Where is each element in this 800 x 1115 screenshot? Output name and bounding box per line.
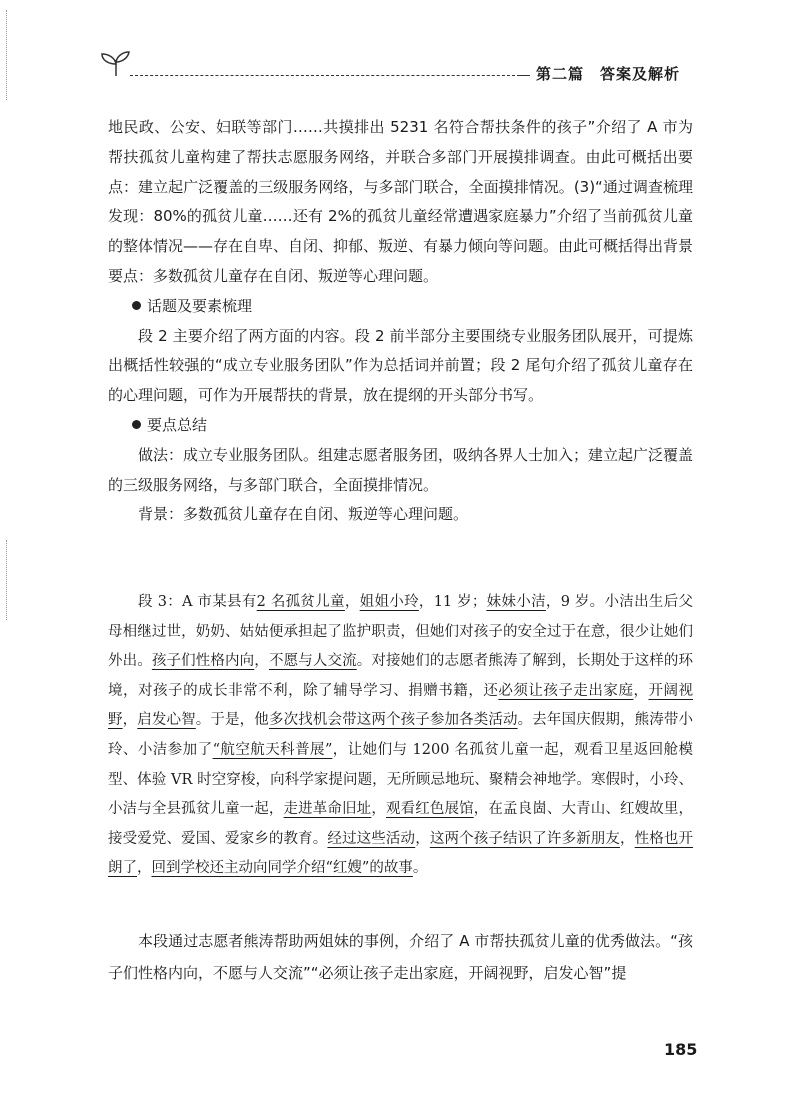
text-run: 。 <box>412 860 428 877</box>
paragraph: 做法：成立专业服务团队。组建志愿者服务团，吸纳各界人士加入；建立起广泛覆盖的三级服务网络，与多部门联合，全面摸排情况。 <box>108 445 694 494</box>
paragraph: 段 2 主要介绍了两方面的内容。段 2 前半部分主要围绕专业服务团队展开，可提炼出概括性较强的“成立专业服务团队”作为总括词并前置；段 2 尾句介绍了孤贫儿童存在的心理问题，可作为开展帮扶的背景，放在提纲的开头部分书写。 <box>108 326 693 405</box>
text-run: ， <box>620 830 635 847</box>
paragraph: 地民政、公安、妇联等部门……共摸排出 5231 名符合帮扶条件的孩子”介绍了 A 市为帮扶孤贫儿童构建了帮扶志愿服务网络，并联合多部门开展摸排调查。由此可概括出要点：建立起广泛覆盖的三级服务网络，与多部门联合，全面摸排情况。(3)“通过调查梳理发现：80%的孤贫儿童……还有 2%的孤贫儿童经常遭遇家庭暴力”介绍了当前孤贫儿童的整体情况——存在自卑、自闭、抑郁、叛逆、有暴力倾向等问题。由此可概括得出背景要点：多数孤贫儿童存在自闭、叛逆等心理问题。 <box>108 118 694 285</box>
underlined-phrase: “航空航天科普展” <box>212 741 333 758</box>
text-run: ， <box>254 653 269 670</box>
underlined-phrase: 启发心智 <box>137 712 196 729</box>
underlined-phrase: 开阔视野 <box>108 682 694 729</box>
underlined-phrase: 不愿与人交流 <box>268 653 357 670</box>
underlined-phrase: 经过这些活动 <box>327 830 416 847</box>
underlined-phrase: 姐姐小玲 <box>359 594 419 610</box>
text-run: 。对接她们的志愿者熊涛了解到，长期处于这样的环境，对孩子的成长非常不利，除了辅导学习、捐赠书籍，还 <box>108 653 694 699</box>
material-excerpt <box>108 588 693 884</box>
answer-block <box>108 113 693 530</box>
text-run: ，11 岁； <box>418 594 487 610</box>
subheading <box>108 292 693 322</box>
underlined-phrase: 2 名孤贫儿童 <box>256 594 345 610</box>
header-rule <box>130 75 520 76</box>
analysis-paragraph: 本段通过志愿者熊涛帮助两姐妹的事例，介绍了 A 市帮扶孤贫儿童的优秀做法。“孩子们性格内向，不愿与人交流”“必须让孩子走出家庭，开阔视野，启发心智”提 <box>108 932 693 982</box>
text-run: 。于是，他 <box>195 712 269 729</box>
text-run: ， <box>371 801 386 818</box>
page-number: 185 <box>664 1040 698 1059</box>
binding-edge-dots <box>6 540 9 620</box>
subheading-text: 要点总结 <box>147 415 208 434</box>
sprout-icon <box>98 50 134 78</box>
bullet-icon <box>132 420 141 429</box>
text-run: ，让她们与 1200 名孤贫儿童一起，观看卫星返回舱模型、体验 VR 时空穿梭，向科学家提问题，无所顾忌地玩、聚精会神地学。寒假时，小玲、小洁与全县孤贫儿童一起， <box>108 741 694 818</box>
underlined-phrase: 多次找机会带这两个孩子参加各类活动 <box>268 712 518 729</box>
underlined-phrase: 回到学校还主动向同学介绍“红嫂”的故事 <box>151 860 413 877</box>
header-rule <box>520 75 530 76</box>
subheading-text: 话题及要素梳理 <box>147 296 253 315</box>
underlined-phrase: 这两个孩子结识了许多新朋友 <box>429 830 621 847</box>
text-run: ， <box>415 830 430 847</box>
text-run: ，9 岁。小洁出生后父母相继过世，奶奶、姑姑便承担起了监护职责，但她们对孩子的安全过于在意，很少让她们外出。 <box>108 594 693 670</box>
underlined-phrase: 妹妹小洁 <box>486 594 546 610</box>
text-run: ，在孟良崮、大青山、红嫂故里，接受爱党、爱国、爱家乡的教育。 <box>108 801 694 847</box>
underlined-phrase: 孩子们性格内向 <box>151 653 255 670</box>
text-run: ， <box>137 860 152 877</box>
binding-edge-dots <box>6 10 9 100</box>
bullet-icon <box>132 301 141 310</box>
underlined-phrase: 观看红色展馆 <box>385 801 474 818</box>
text-run: ， <box>122 712 138 729</box>
underlined-phrase: 走进革命旧址 <box>283 801 372 818</box>
underlined-phrase: 必须让孩子走出家庭 <box>498 682 634 699</box>
text-run: ， <box>344 594 360 610</box>
text-run: ， <box>633 682 649 699</box>
text-run: 段 3：A 市某县有 <box>138 594 257 610</box>
section-title: 第二篇 答案及解析 <box>536 65 681 83</box>
underlined-phrase: 性格也开朗了 <box>108 830 694 877</box>
paragraph: 背景：多数孤贫儿童存在自闭、叛逆等心理问题。 <box>138 505 469 524</box>
subheading <box>108 411 693 441</box>
text-run: 。去年国庆假期，熊涛带小玲、小洁参加了 <box>108 712 694 758</box>
